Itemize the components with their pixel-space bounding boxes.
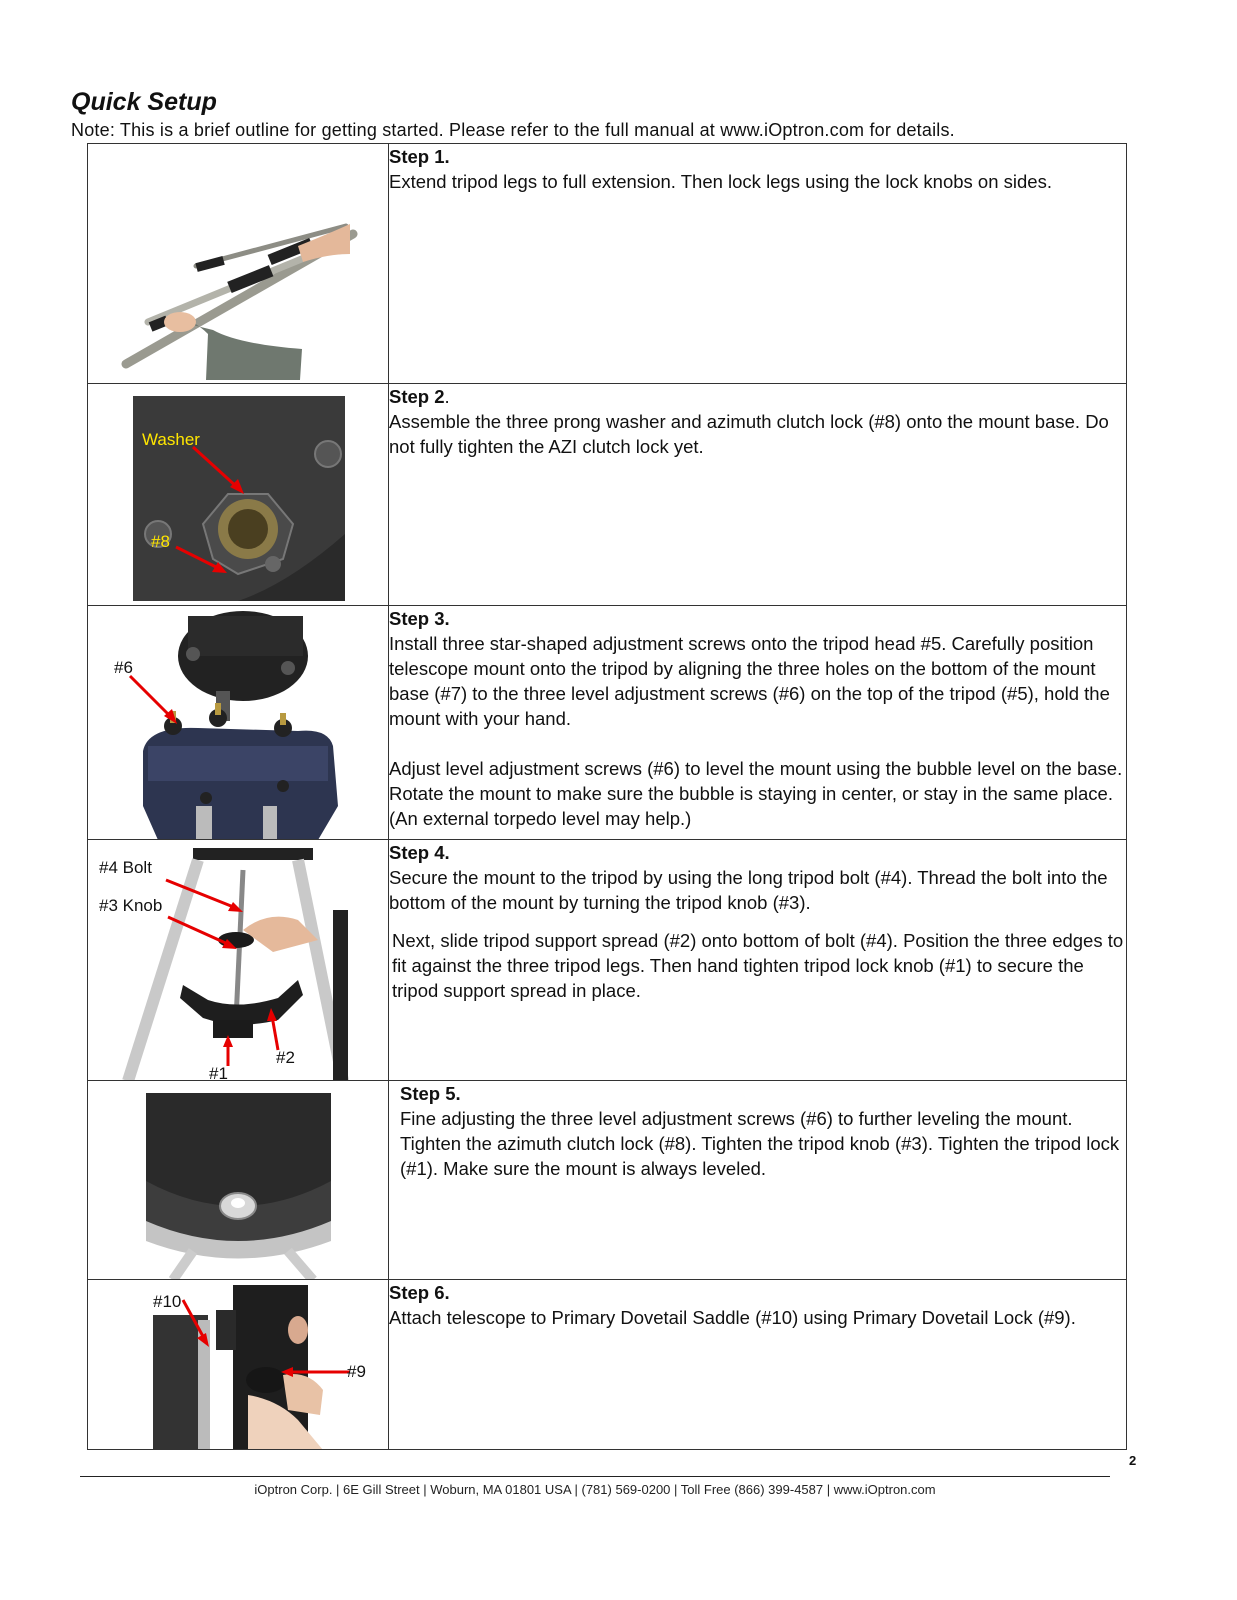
step-1-paragraph: Extend tripod legs to full extension. Then lock legs using the lock knobs on sides. [389,171,1052,192]
steps-table [87,143,1127,1450]
footer-divider [80,1476,1110,1477]
step-6-photo [88,1280,389,1450]
step-4-text [389,840,1127,1081]
tripod-head-photo [88,606,388,840]
step-1-label: Step 1. [389,146,450,167]
step-2-label-suffix: . [444,386,450,407]
step-row-5 [88,1081,1127,1280]
step-row-3 [88,606,1127,840]
clutch-lock-8-label: #8 [151,532,170,551]
bubble-level-photo [88,1081,388,1280]
bolt-4-label: #4 Bolt [99,858,152,877]
washer-label: Washer [142,430,200,449]
step-1-photo [88,144,389,384]
step-3-label: Step 3. [389,608,450,629]
step-2-paragraph: Assemble the three prong washer and azimuth clutch lock (#8) onto the mount base. Do not fully tighten the AZI clutch lock yet. [389,411,1109,457]
saddle-10-label: #10 [153,1292,182,1311]
step-row-1 [88,144,1127,384]
step-3-paragraph-2: Adjust level adjustment screws (#6) to level the mount using the bubble level on the base. Rotate the mount to make sure the bubble is staying in center, or stay in the same place. (An external torpedo level may help.) [389,758,1123,829]
step-4-label: Step 4. [389,842,450,863]
step-4-photo [88,840,389,1081]
step-2-text [389,384,1127,606]
step-3-paragraph-1: Install three star-shaped adjustment screws onto the tripod head #5. Carefully position telescope mount onto the tripod by aligning the three holes on the bottom of the mount base (#7) to the three level adjustment screws (#6) on the top of the tripod (#5), hold the mount with your hand. [389,633,1110,729]
mount-base-photo [88,384,388,606]
step-5-photo [88,1081,389,1280]
step-2-label: Step 2 [389,386,445,407]
intro-note: Note: This is a brief outline for getting started. Please refer to the full manual at www.iOptron.com for details. [71,120,955,140]
dovetail-saddle-photo [88,1280,388,1450]
step-5-text [389,1081,1127,1280]
step-3-text [389,606,1127,840]
step-6-paragraph: Attach telescope to Primary Dovetail Saddle (#10) using Primary Dovetail Lock (#9). [389,1307,1076,1328]
screw-6-label: #6 [114,658,133,677]
step-row-4 [88,840,1127,1081]
step-3-photo [88,606,389,840]
page-title: Quick Setup [71,88,217,116]
step-row-2 [88,384,1127,606]
tripod-legs-photo [88,144,388,384]
step-2-photo [88,384,389,606]
step-5-paragraph: Fine adjusting the three level adjustment screws (#6) to further leveling the mount. Tighten the azimuth clutch lock (#8). Tighten the tripod knob (#3). Tighten the tripod lock (#1). Make sure the mount is always leveled. [400,1108,1120,1179]
step-4-paragraph-2: Next, slide tripod support spread (#2) onto bottom of bolt (#4). Position the three edges to fit against the three tripod legs. Then hand tighten tripod lock knob (#1) to secure the tripod support spread in place. [392,930,1124,1001]
step-6-text [389,1280,1127,1450]
lock-knob-1-label: #1 [209,1064,228,1081]
step-4-paragraph-1: Secure the mount to the tripod by using the long tripod bolt (#4). Thread the bolt into the bottom of the mount by turning the tripod knob (#3). [389,867,1108,913]
step-row-6 [88,1280,1127,1450]
spread-2-label: #2 [276,1048,295,1067]
footer-text: iOptron Corp. | 6E Gill Street | Woburn, MA 01801 USA | (781) 569-0200 | Toll Free (866) 399-4587 | www.iOptron.com [254,1482,936,1497]
step-5-label: Step 5. [400,1083,461,1104]
step-6-label: Step 6. [389,1282,450,1303]
page-number: 2 [1129,1453,1137,1468]
step-1-text [389,144,1127,384]
knob-3-label: #3 Knob [99,896,163,915]
dovetail-lock-9-label: #9 [347,1362,366,1381]
